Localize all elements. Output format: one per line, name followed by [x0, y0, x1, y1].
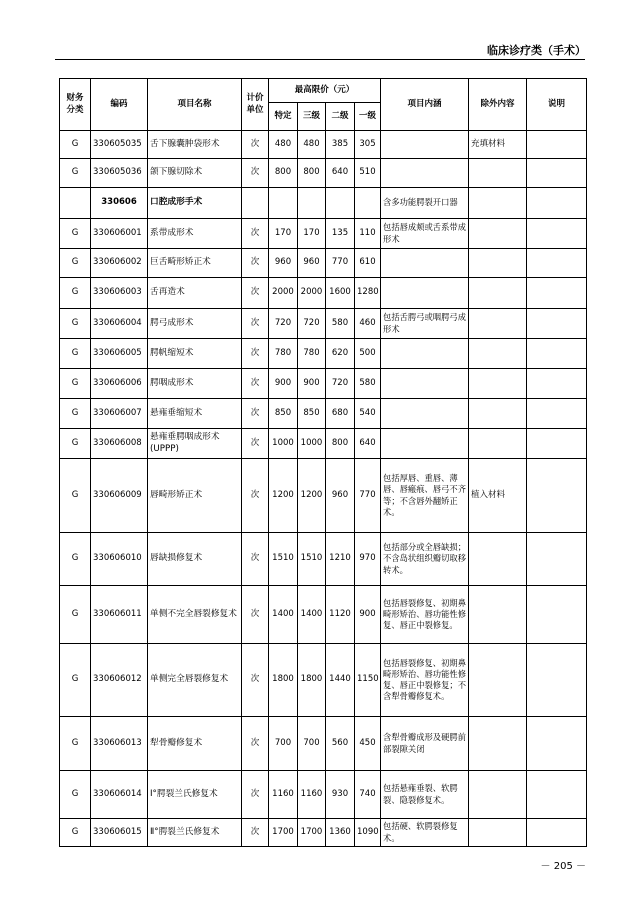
cell-price-level2: 770	[326, 249, 355, 278]
cell-unit: 次	[242, 717, 269, 771]
cell-name: 舌下腺囊肿袋形术	[148, 131, 242, 159]
cell-price-level3	[298, 188, 326, 219]
cell-name: 口腔成形手术	[148, 188, 242, 219]
cell-excluded	[469, 159, 527, 188]
cell-price-level1: 500	[355, 339, 381, 369]
section-title: 临床诊疗类（手术）	[487, 44, 586, 57]
col-header-price-special: 特定	[269, 103, 298, 131]
cell-price-level2: 680	[326, 399, 355, 429]
cell-price-level1: 110	[355, 219, 381, 249]
table-row	[60, 717, 587, 771]
cell-content	[381, 249, 469, 278]
cell-price-level1: 640	[355, 429, 381, 459]
cell-excluded	[469, 339, 527, 369]
cell-unit: 次	[242, 278, 269, 309]
table-row	[60, 533, 587, 586]
cell-price-level2: 1210	[326, 533, 355, 586]
cell-note	[527, 249, 587, 278]
cell-category: G	[60, 131, 91, 159]
cell-price-level3: 960	[298, 249, 326, 278]
cell-excluded	[469, 278, 527, 309]
cell-category: G	[60, 644, 91, 717]
cell-note	[527, 188, 587, 219]
table-row	[60, 219, 587, 249]
cell-content: 包括悬雍垂裂、软腭裂、隐裂修复术。	[381, 771, 469, 819]
cell-content: 包括唇裂修复、初期鼻畸形矫治、唇功能性修复、唇正中裂修复；不含犁骨瓣修复术。	[381, 644, 469, 717]
cell-name: 单侧完全唇裂修复术	[148, 644, 242, 717]
fee-schedule-table	[59, 78, 587, 847]
table-row	[60, 399, 587, 429]
cell-content	[381, 429, 469, 459]
cell-price-level1: 770	[355, 459, 381, 533]
cell-price-level1: 305	[355, 131, 381, 159]
cell-price-special: 1400	[269, 586, 298, 644]
cell-category: G	[60, 399, 91, 429]
cell-price-level1	[355, 188, 381, 219]
cell-code: 330605036	[91, 159, 148, 188]
cell-code: 330606006	[91, 369, 148, 399]
cell-excluded	[469, 249, 527, 278]
cell-content	[381, 131, 469, 159]
cell-price-level3: 1000	[298, 429, 326, 459]
cell-price-level3: 1800	[298, 644, 326, 717]
cell-category: G	[60, 159, 91, 188]
cell-price-level2: 620	[326, 339, 355, 369]
cell-code: 330605035	[91, 131, 148, 159]
col-header-name: 项目名称	[148, 79, 242, 131]
cell-note	[527, 819, 587, 847]
cell-price-special: 780	[269, 339, 298, 369]
cell-unit	[242, 188, 269, 219]
cell-category: G	[60, 429, 91, 459]
cell-price-level2: 560	[326, 717, 355, 771]
cell-unit: 次	[242, 459, 269, 533]
cell-price-special: 480	[269, 131, 298, 159]
cell-code: 330606008	[91, 429, 148, 459]
cell-name: 巨舌畸形矫正术	[148, 249, 242, 278]
cell-price-level1: 540	[355, 399, 381, 429]
cell-code: 330606001	[91, 219, 148, 249]
cell-price-special: 170	[269, 219, 298, 249]
cell-content: 包括厚唇、重唇、薄唇、唇瘢痕、唇弓不齐等；不含唇外翻矫正术。	[381, 459, 469, 533]
cell-note	[527, 644, 587, 717]
cell-unit: 次	[242, 309, 269, 339]
cell-name: 唇缺损修复术	[148, 533, 242, 586]
header-divider	[55, 59, 585, 60]
table-row	[60, 369, 587, 399]
cell-name: 腭咽成形术	[148, 369, 242, 399]
cell-name: 悬雍垂缩短术	[148, 399, 242, 429]
cell-name: 系带成形术	[148, 219, 242, 249]
cell-category: G	[60, 819, 91, 847]
cell-note	[527, 339, 587, 369]
cell-price-special: 900	[269, 369, 298, 399]
cell-category: G	[60, 771, 91, 819]
col-header-max-price: 最高限价（元）	[269, 79, 381, 103]
cell-price-special: 800	[269, 159, 298, 188]
cell-note	[527, 771, 587, 819]
table-row	[60, 278, 587, 309]
cell-price-level2: 720	[326, 369, 355, 399]
cell-unit: 次	[242, 819, 269, 847]
cell-unit: 次	[242, 369, 269, 399]
cell-price-level3: 2000	[298, 278, 326, 309]
cell-price-level1: 1280	[355, 278, 381, 309]
cell-price-level1: 1090	[355, 819, 381, 847]
cell-content	[381, 399, 469, 429]
cell-unit: 次	[242, 533, 269, 586]
cell-price-special: 1160	[269, 771, 298, 819]
col-header-category: 财务 分类	[60, 79, 91, 131]
cell-price-level2: 800	[326, 429, 355, 459]
table-row	[60, 459, 587, 533]
cell-code: 330606014	[91, 771, 148, 819]
cell-code: 330606005	[91, 339, 148, 369]
table-row	[60, 309, 587, 339]
cell-price-level3: 1400	[298, 586, 326, 644]
table-row	[60, 819, 587, 847]
cell-content: 包括唇裂修复、初期鼻畸形矫治、唇功能性修复、唇正中裂修复。	[381, 586, 469, 644]
col-header-content: 项目内涵	[381, 79, 469, 131]
cell-price-level1: 740	[355, 771, 381, 819]
cell-code: 330606003	[91, 278, 148, 309]
cell-note	[527, 459, 587, 533]
cell-price-level2: 930	[326, 771, 355, 819]
cell-name: 舌再造术	[148, 278, 242, 309]
page-number: － 205 －	[540, 861, 586, 872]
col-header-price-level3: 三级	[298, 103, 326, 131]
cell-content	[381, 159, 469, 188]
cell-name: 腭弓成形术	[148, 309, 242, 339]
cell-content	[381, 369, 469, 399]
cell-code: 330606010	[91, 533, 148, 586]
cell-name: 单侧不完全唇裂修复术	[148, 586, 242, 644]
cell-name: Ⅱ°腭裂兰氏修复术	[148, 819, 242, 847]
cell-content	[381, 278, 469, 309]
cell-price-level1: 900	[355, 586, 381, 644]
cell-excluded: 充填材料	[469, 131, 527, 159]
cell-name: 唇畸形矫正术	[148, 459, 242, 533]
cell-excluded	[469, 771, 527, 819]
cell-price-level3: 170	[298, 219, 326, 249]
cell-category: G	[60, 309, 91, 339]
cell-category: G	[60, 459, 91, 533]
cell-note	[527, 278, 587, 309]
cell-price-level2: 640	[326, 159, 355, 188]
cell-excluded	[469, 188, 527, 219]
cell-price-special: 1700	[269, 819, 298, 847]
cell-unit: 次	[242, 644, 269, 717]
cell-excluded	[469, 717, 527, 771]
cell-excluded	[469, 533, 527, 586]
cell-category: G	[60, 278, 91, 309]
cell-unit: 次	[242, 586, 269, 644]
cell-price-special: 1510	[269, 533, 298, 586]
cell-note	[527, 369, 587, 399]
cell-code: 330606015	[91, 819, 148, 847]
cell-price-level2: 580	[326, 309, 355, 339]
cell-price-level3: 800	[298, 159, 326, 188]
cell-price-level2: 385	[326, 131, 355, 159]
cell-content: 含犁骨瓣成形及硬腭前部裂隙关闭	[381, 717, 469, 771]
cell-content: 含多功能腭裂开口器	[381, 188, 469, 219]
cell-price-special: 1800	[269, 644, 298, 717]
cell-content: 包括硬、软腭裂修复术。	[381, 819, 469, 847]
cell-name: 悬雍垂腭咽成形术(UPPP)	[148, 429, 242, 459]
cell-note	[527, 429, 587, 459]
cell-price-level2: 1360	[326, 819, 355, 847]
table-row	[60, 188, 587, 219]
cell-content: 包括舌腭弓或咽腭弓成形术	[381, 309, 469, 339]
cell-price-level2: 135	[326, 219, 355, 249]
cell-category	[60, 188, 91, 219]
cell-category: G	[60, 249, 91, 278]
cell-price-special: 1000	[269, 429, 298, 459]
cell-price-level1: 460	[355, 309, 381, 339]
col-header-code: 编码	[91, 79, 148, 131]
cell-code: 330606004	[91, 309, 148, 339]
cell-price-special: 720	[269, 309, 298, 339]
cell-name: 犁骨瓣修复术	[148, 717, 242, 771]
cell-price-level2: 1600	[326, 278, 355, 309]
cell-price-special: 1200	[269, 459, 298, 533]
cell-price-level3: 700	[298, 717, 326, 771]
cell-name: Ⅰ°腭裂兰氏修复术	[148, 771, 242, 819]
col-header-unit: 计价 单位	[242, 79, 269, 131]
cell-price-level3: 850	[298, 399, 326, 429]
cell-note	[527, 533, 587, 586]
cell-note	[527, 309, 587, 339]
cell-code: 330606	[91, 188, 148, 219]
cell-price-level3: 1160	[298, 771, 326, 819]
cell-excluded	[469, 399, 527, 429]
cell-price-level1: 510	[355, 159, 381, 188]
cell-note	[527, 159, 587, 188]
cell-unit: 次	[242, 771, 269, 819]
cell-price-level1: 970	[355, 533, 381, 586]
cell-price-level3: 480	[298, 131, 326, 159]
cell-category: G	[60, 219, 91, 249]
table-row	[60, 159, 587, 188]
cell-price-level2: 1120	[326, 586, 355, 644]
cell-content: 包括部分或全唇缺损；不含岛状组织瓣切取移转术。	[381, 533, 469, 586]
cell-note	[527, 717, 587, 771]
col-header-price-level1: 一级	[355, 103, 381, 131]
cell-price-special: 2000	[269, 278, 298, 309]
cell-category: G	[60, 339, 91, 369]
cell-unit: 次	[242, 399, 269, 429]
cell-price-level3: 720	[298, 309, 326, 339]
cell-code: 330606007	[91, 399, 148, 429]
cell-note	[527, 131, 587, 159]
cell-excluded	[469, 819, 527, 847]
cell-price-level2: 1440	[326, 644, 355, 717]
cell-price-level3: 780	[298, 339, 326, 369]
cell-price-special	[269, 188, 298, 219]
cell-price-level3: 1200	[298, 459, 326, 533]
cell-excluded	[469, 586, 527, 644]
cell-price-level1: 610	[355, 249, 381, 278]
col-header-excluded: 除外内容	[469, 79, 527, 131]
cell-code: 330606009	[91, 459, 148, 533]
cell-name: 腭帆缩短术	[148, 339, 242, 369]
cell-price-special: 960	[269, 249, 298, 278]
cell-price-level3: 900	[298, 369, 326, 399]
cell-code: 330606012	[91, 644, 148, 717]
cell-unit: 次	[242, 249, 269, 278]
cell-excluded	[469, 369, 527, 399]
cell-price-level2: 960	[326, 459, 355, 533]
cell-price-level1: 450	[355, 717, 381, 771]
cell-price-level2	[326, 188, 355, 219]
cell-excluded	[469, 309, 527, 339]
table-row	[60, 131, 587, 159]
cell-unit: 次	[242, 131, 269, 159]
cell-category: G	[60, 369, 91, 399]
cell-price-level1: 580	[355, 369, 381, 399]
col-header-price-level2: 二级	[326, 103, 355, 131]
table-row	[60, 771, 587, 819]
cell-name: 颌下腺切除术	[148, 159, 242, 188]
table-row	[60, 249, 587, 278]
cell-code: 330606013	[91, 717, 148, 771]
cell-note	[527, 219, 587, 249]
cell-excluded	[469, 644, 527, 717]
cell-unit: 次	[242, 219, 269, 249]
cell-content: 包括唇成颊或舌系带成形术	[381, 219, 469, 249]
cell-content	[381, 339, 469, 369]
table-row	[60, 429, 587, 459]
cell-note	[527, 399, 587, 429]
cell-note	[527, 586, 587, 644]
cell-unit: 次	[242, 159, 269, 188]
cell-unit: 次	[242, 339, 269, 369]
cell-category: G	[60, 717, 91, 771]
table-row	[60, 339, 587, 369]
cell-category: G	[60, 586, 91, 644]
cell-unit: 次	[242, 429, 269, 459]
cell-price-special: 850	[269, 399, 298, 429]
cell-price-level3: 1700	[298, 819, 326, 847]
table-row	[60, 586, 587, 644]
cell-code: 330606002	[91, 249, 148, 278]
cell-excluded: 植入材料	[469, 459, 527, 533]
cell-excluded	[469, 429, 527, 459]
cell-excluded	[469, 219, 527, 249]
table-row	[60, 644, 587, 717]
cell-price-level3: 1510	[298, 533, 326, 586]
cell-price-special: 700	[269, 717, 298, 771]
cell-code: 330606011	[91, 586, 148, 644]
col-header-note: 说明	[527, 79, 587, 131]
cell-price-level1: 1150	[355, 644, 381, 717]
cell-category: G	[60, 533, 91, 586]
